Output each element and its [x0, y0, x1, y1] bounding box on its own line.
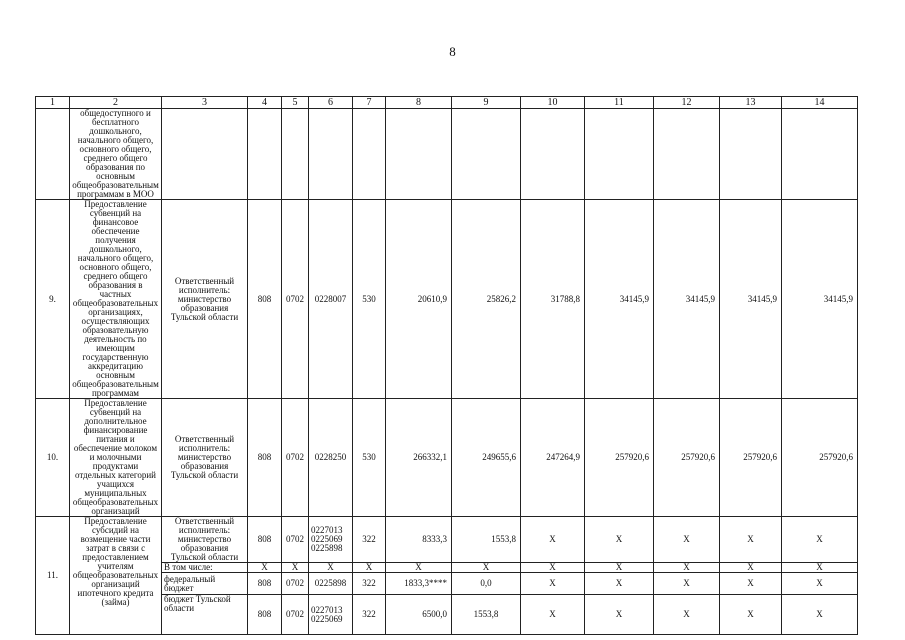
cell-10: 31788,8: [521, 200, 585, 399]
executor-cell: федеральный бюджет: [162, 573, 248, 595]
header-cell: 12: [654, 97, 720, 109]
cell-4: Х: [248, 563, 282, 573]
table-row: [36, 109, 858, 200]
table-row: [36, 517, 858, 563]
cell-14: Х: [782, 517, 858, 563]
cell-14: Х: [782, 563, 858, 573]
cell-9: 25826,2: [452, 200, 521, 399]
cell-10: Х: [521, 563, 585, 573]
header-cell: 7: [353, 97, 386, 109]
cell-10: Х: [521, 595, 585, 635]
cell-14: 257920,6: [782, 399, 858, 517]
item-description: Предоставление субвенций на дополнительное финансирование питания и обеспечение молоком и молочными продуктами отдельных категорий учащихся муниципальных общеобразовательных организаций: [70, 399, 162, 517]
header-cell: 9: [452, 97, 521, 109]
cell-7: 530: [353, 399, 386, 517]
budget-table: [35, 96, 858, 635]
row-number: 11.: [36, 517, 70, 635]
cell-5: 0702: [282, 399, 309, 517]
cell-6: [309, 517, 353, 563]
cell-13: 34145,9: [720, 200, 782, 399]
cell-7: Х: [353, 563, 386, 573]
cell-9: 1553,8: [452, 595, 521, 635]
code-line: 0225069: [311, 613, 343, 624]
cell-6: 0228007: [309, 200, 353, 399]
cell-5: 0702: [282, 200, 309, 399]
row-number: 9.: [36, 200, 70, 399]
header-cell: 6: [309, 97, 353, 109]
cell-5: 0702: [282, 517, 309, 563]
cell-11: Х: [585, 595, 654, 635]
cell-6: 0225898: [309, 573, 353, 595]
cell-9: 0,0: [452, 573, 521, 595]
item-description: общедоступного и бесплатного дошкольного, начального общего, основного общего, среднего общего образования по основным общеобразовательным программам в МОО: [70, 109, 162, 200]
cell-10: Х: [521, 573, 585, 595]
header-cell: 3: [162, 97, 248, 109]
cell-9: Х: [452, 563, 521, 573]
executor-cell: Ответственный исполнитель: министерство образования Тульской области: [162, 200, 248, 399]
code-line: 0225069: [311, 534, 343, 544]
cell-7: 322: [353, 517, 386, 563]
header-cell: 11: [585, 97, 654, 109]
cell-9: 1553,8: [452, 517, 521, 563]
cell-12: Х: [654, 595, 720, 635]
cell-4: 808: [248, 517, 282, 563]
cell-11: 34145,9: [585, 200, 654, 399]
row-number: 10.: [36, 399, 70, 517]
code-line: 0225898: [311, 543, 343, 553]
table-row: [36, 399, 858, 517]
header-cell: 8: [386, 97, 452, 109]
header-cell: 10: [521, 97, 585, 109]
cell-12: 257920,6: [654, 399, 720, 517]
cell-13: Х: [720, 573, 782, 595]
header-cell: 14: [782, 97, 858, 109]
table-row: [36, 200, 858, 399]
cell-13: Х: [720, 563, 782, 573]
cell-14: Х: [782, 595, 858, 635]
cell-12: Х: [654, 563, 720, 573]
cell-8: Х: [386, 563, 452, 573]
header-cell: 13: [720, 97, 782, 109]
cell-4: 808: [248, 399, 282, 517]
cell-12: Х: [654, 573, 720, 595]
item-description: Предоставление субвенций на финансовое обеспечение получения дошкольного, начального общего, основного общего, среднего общего образования в частных общеобразовательных организациях, осуществляющих образовательную деятельность по имеющим государственную аккредитацию основным общеобразовательным программам: [70, 200, 162, 399]
header-cell: 4: [248, 97, 282, 109]
cell-13: Х: [720, 595, 782, 635]
cell-14: Х: [782, 573, 858, 595]
cell-12: 34145,9: [654, 200, 720, 399]
cell-5: 0702: [282, 595, 309, 635]
cell-8: 1833,3****: [386, 573, 452, 595]
executor-cell: В том числе:: [162, 563, 248, 573]
cell-6: [309, 595, 353, 635]
cell-7: 530: [353, 200, 386, 399]
cell-11: 257920,6: [585, 399, 654, 517]
cell-4: 808: [248, 200, 282, 399]
cell-8: 20610,9: [386, 200, 452, 399]
cell-7: 322: [353, 573, 386, 595]
cell-14: 34145,9: [782, 200, 858, 399]
header-cell: 1: [36, 97, 70, 109]
cell-5: Х: [282, 563, 309, 573]
executor-cell: бюджет Тульской области: [162, 595, 248, 635]
cell-8: 266332,1: [386, 399, 452, 517]
header-row: [36, 97, 858, 109]
header-cell: 2: [70, 97, 162, 109]
cell-10: Х: [521, 517, 585, 563]
cell-13: Х: [720, 517, 782, 563]
header-cell: 5: [282, 97, 309, 109]
code-line: 0227013: [311, 604, 343, 615]
cell-12: Х: [654, 517, 720, 563]
executor-cell: Ответственный исполнитель: министерство образования Тульской области: [162, 517, 248, 563]
cell-11: Х: [585, 517, 654, 563]
cell-8: 6500,0: [386, 595, 452, 635]
cell-11: Х: [585, 563, 654, 573]
cell-8: 8333,3: [386, 517, 452, 563]
cell-4: 808: [248, 595, 282, 635]
cell-6: Х: [309, 563, 353, 573]
page-number: 8: [449, 44, 456, 59]
cell-7: 322: [353, 595, 386, 635]
item-description: Предоставление субсидий на возмещение части затрат в связи с предоставлением учителям общеобразовательных организаций ипотечного кредита (займа): [70, 517, 162, 635]
cell-4: 808: [248, 573, 282, 595]
cell-11: Х: [585, 573, 654, 595]
executor-cell: Ответственный исполнитель: министерство образования Тульской области: [162, 399, 248, 517]
cell-9: 249655,6: [452, 399, 521, 517]
cell-13: 257920,6: [720, 399, 782, 517]
code-line: 0227013: [311, 525, 343, 535]
cell-10: 247264,9: [521, 399, 585, 517]
cell-6: 0228250: [309, 399, 353, 517]
cell-5: 0702: [282, 573, 309, 595]
